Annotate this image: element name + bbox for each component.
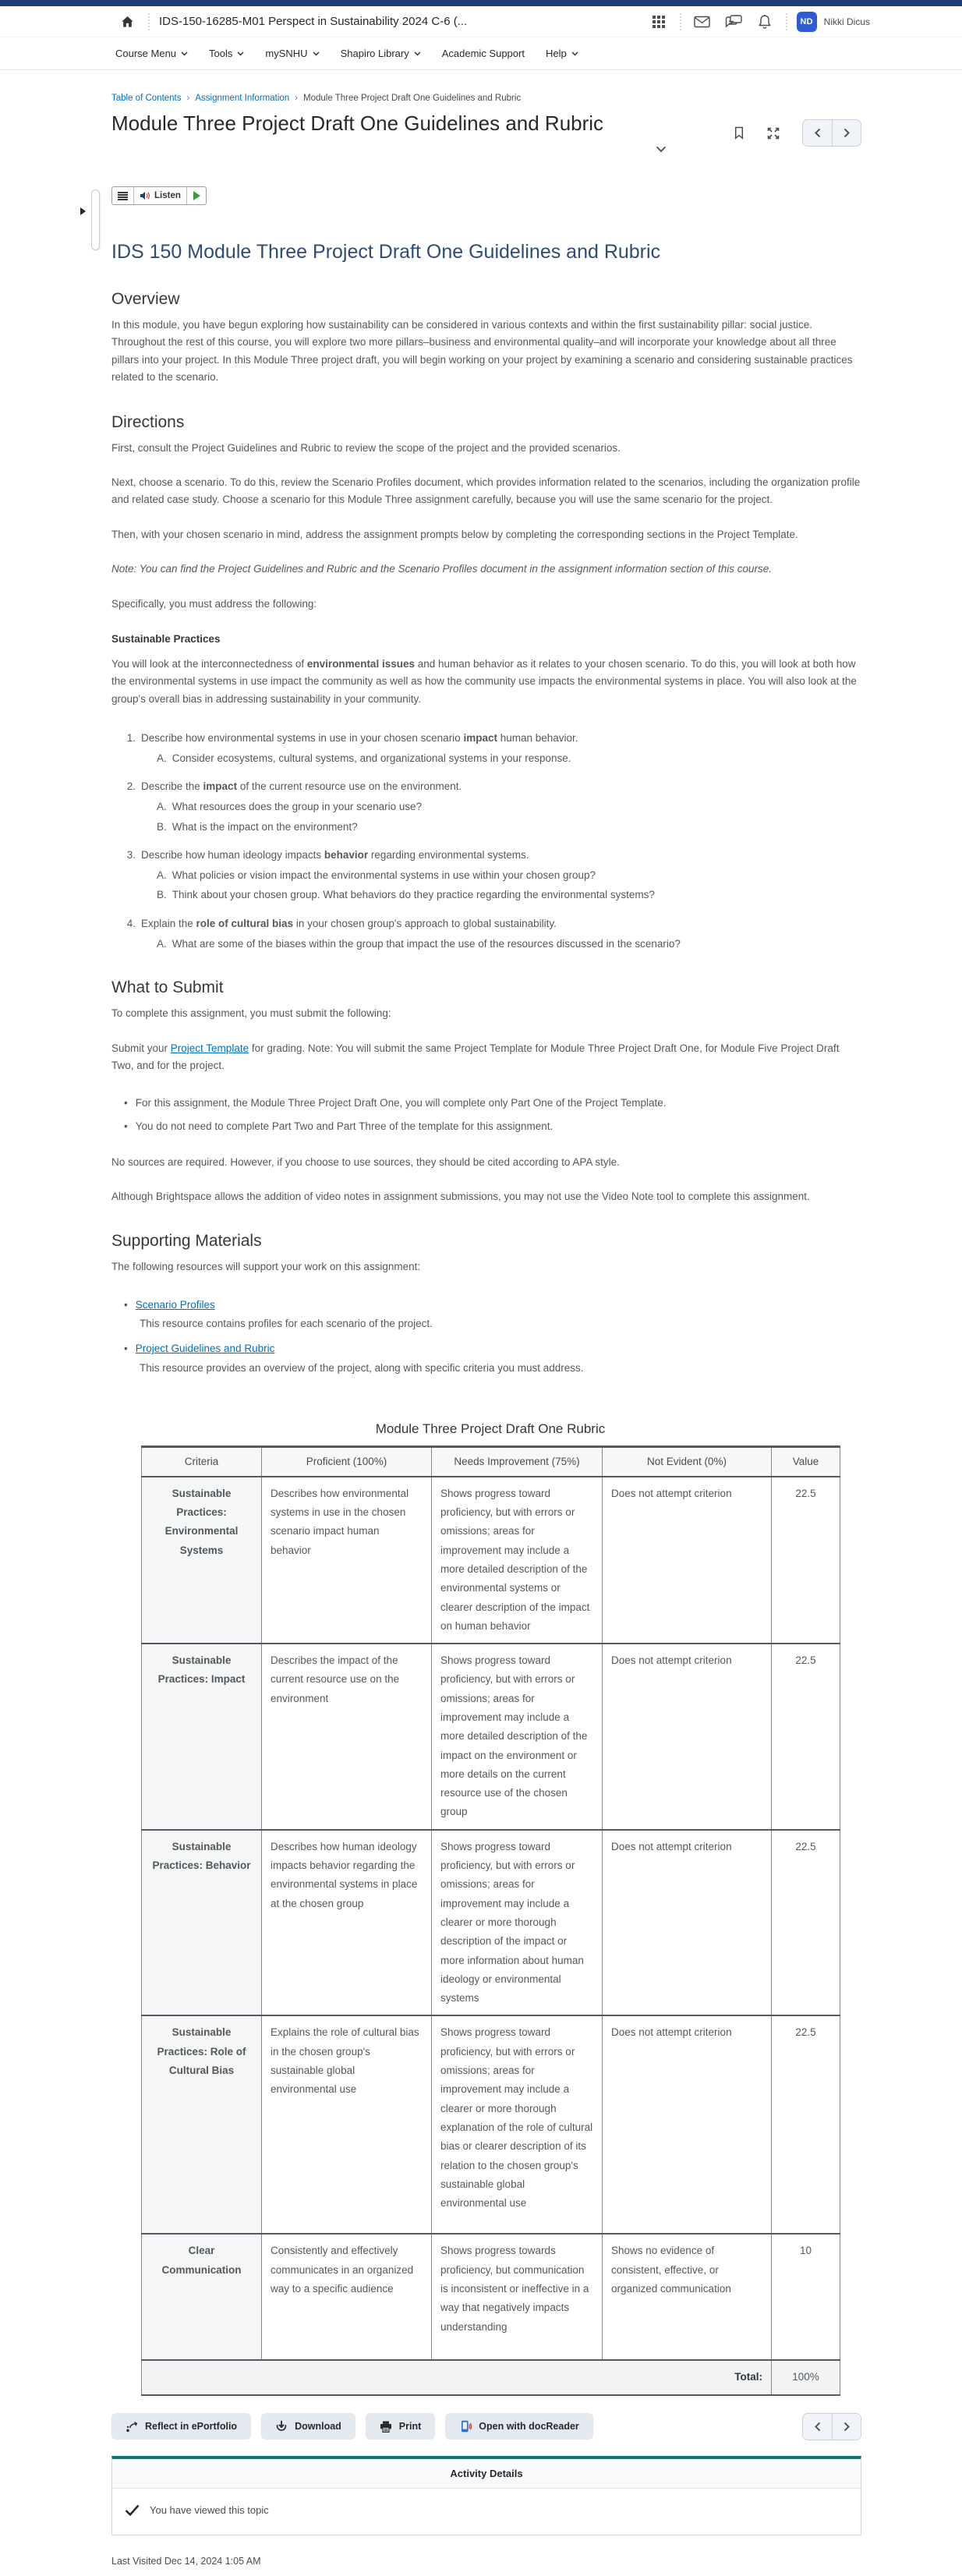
rubric-caption: Module Three Project Draft One Rubric <box>375 1421 606 1437</box>
title-row <box>111 110 861 157</box>
chevron-down-icon <box>414 51 421 56</box>
breadcrumb-current: Module Three Project Draft One Guidelines and Rubric <box>303 94 522 103</box>
resource-item <box>124 1340 861 1376</box>
nav-label: Shapiro Library <box>340 48 409 59</box>
sustainable-practices-intro: You will look at the interconnectedness of environmental issues and human behavior as it relates to your chosen scenario. To do this, you will look at both how the environmental systems in use impact the community as well as how the community use impacts the environmental systems in place. You will also look at the group's overall bias in addressing sustainability in your community. <box>111 658 857 705</box>
bullet-glyph: • <box>124 1343 128 1355</box>
rubric-criteria-cell: Clear Communication <box>142 2234 262 2360</box>
overview-heading: Overview <box>111 290 180 308</box>
user-name[interactable]: Nikki Dicus <box>823 16 870 27</box>
course-navbar <box>0 37 962 70</box>
rubric-header-criteria: Criteria <box>142 1447 262 1477</box>
submit-paragraph: No sources are required. However, if you choose to use sources, they should be cited according to APA style. <box>111 1155 620 1168</box>
bullet-item <box>124 1118 861 1135</box>
rubric-needs-cell: Shows progress toward proficiency, but with errors or omissions; areas for improvement may include a more detailed description of the environmental systems or clearer description of the impact on human behavior <box>432 1477 603 1644</box>
nav-course-menu[interactable] <box>115 48 188 59</box>
resource-item <box>124 1297 861 1332</box>
submit-paragraph: Although Brightspace allows the addition of video notes in assignment submissions, you may not use the Video Note tool to complete this assignment. <box>111 1191 810 1203</box>
brand-stripe <box>0 0 962 6</box>
resource-description: This resource contains profiles for each scenario of the project. <box>140 1318 433 1330</box>
rubric-not-evident-cell: Does not attempt criterion <box>603 1830 772 2016</box>
item-text: Describe how human ideology impacts behavior regarding environmental systems. <box>141 849 529 862</box>
title-dropdown-icon[interactable] <box>656 143 667 157</box>
button-label: Reflect in ePortfolio <box>145 2421 238 2433</box>
list-item <box>122 778 861 835</box>
list-item <box>122 915 861 952</box>
breadcrumb-table-of-contents[interactable]: Table of Contents <box>111 94 182 103</box>
nav-label: Help <box>545 48 567 59</box>
breadcrumb-separator: › <box>186 94 190 103</box>
project-guidelines-link[interactable]: Project Guidelines and Rubric <box>135 1343 275 1355</box>
next-topic-button[interactable] <box>832 2414 861 2440</box>
bullet-text: You do not need to complete Part Two and Part Three of the template for this assignment. <box>135 1120 554 1133</box>
sub-text: What policies or vision impact the environmental systems in use within your chosen group? <box>172 869 596 881</box>
item-text: Describe the impact of the current resource use on the environment. <box>141 780 462 793</box>
avatar[interactable]: ND <box>797 12 817 32</box>
table-row <box>142 2234 840 2360</box>
nav-shapiro-library[interactable] <box>341 48 421 59</box>
listen-menu-button[interactable] <box>112 187 133 204</box>
submit-paragraph: Submit your Project Template for grading. Note: You will submit the same Project Template for Module Three Project Draft One, for Module Five Project Draft Two, and for the project. <box>111 1042 840 1072</box>
sub-letter: B. <box>157 820 167 833</box>
bullet-glyph: • <box>124 1097 128 1109</box>
breadcrumb <box>111 94 861 103</box>
rubric-criteria-cell: Sustainable Practices: Impact <box>142 1644 262 1830</box>
rubric-value-cell: 22.5 <box>772 2015 840 2234</box>
bullet-text: For this assignment, the Module Three Project Draft One, you will complete only Part One of the Project Template. <box>135 1097 667 1109</box>
course-title[interactable]: IDS-150-16285-M01 Perspect in Sustainability 2024 C-6 (... <box>159 15 468 28</box>
fullscreen-icon[interactable] <box>762 122 785 145</box>
bullet-glyph: • <box>124 1298 128 1311</box>
item-number: 1. <box>126 732 136 745</box>
resource-description: This resource provides an overview of the project, along with specific criteria you must address. <box>140 1361 584 1374</box>
chevron-down-icon <box>313 51 320 56</box>
nav-label: mySNHU <box>265 48 308 59</box>
rubric-criteria-cell: Sustainable Practices: Behavior <box>142 1830 262 2016</box>
directions-heading: Directions <box>111 412 185 431</box>
button-label: Open with docReader <box>479 2421 579 2433</box>
directions-paragraph: Then, with your chosen scenario in mind, address the assignment prompts below by completing the corresponding sections in the Project Template. <box>111 528 798 540</box>
table-row <box>142 2015 840 2234</box>
play-icon <box>193 191 200 200</box>
rubric-needs-cell: Shows progress towards proficiency, but communication is inconsistent or ineffective in a way that negatively impacts understanding <box>432 2234 603 2360</box>
directions-paragraph: Next, choose a scenario. To do this, review the Scenario Profiles document, which provides information related to the scenarios, including the organization profile and related case study. Choose a scenario for this Module Three assignment carefully, because you will use the same scenario for the project. <box>111 476 861 506</box>
rubric-total-value: 100% <box>772 2360 840 2394</box>
listen-button[interactable] <box>133 187 186 204</box>
activity-details-body <box>112 2489 861 2535</box>
page-title: Module Three Project Draft One Guidelines and Rubric <box>111 111 604 135</box>
bullet-item <box>124 1095 861 1112</box>
button-label: Print <box>398 2421 422 2433</box>
sub-letter: A. <box>157 937 167 950</box>
next-topic-button[interactable] <box>832 120 861 146</box>
item-text: Explain the role of cultural bias in your chosen group's approach to global sustainability. <box>141 918 557 930</box>
activity-details-heading: Activity Details <box>112 2459 861 2489</box>
mail-icon[interactable] <box>691 10 714 34</box>
reflect-eportfolio-button[interactable] <box>111 2413 251 2440</box>
title-actions <box>727 119 861 147</box>
rubric-criteria-cell: Sustainable Practices: Role of Cultural Bias <box>142 2015 262 2234</box>
button-label: Download <box>295 2421 341 2433</box>
table-row <box>142 1477 840 1644</box>
overview-paragraph: In this module, you have begun exploring how sustainability can be considered in various contexts and within the first sustainability pillar: social justice. Throughout the rest of this course, you will explore two more pillars–business and environmental quality–and will incorporate your knowledge about all three pillars into your project. In this Module Three project draft, you will begin working on your project by examining a scenario and considering sustainable practices related to the scenario. <box>111 319 853 384</box>
list-item <box>122 847 861 904</box>
chat-icon[interactable] <box>722 10 745 34</box>
rubric-header-needs-improvement: Needs Improvement (75%) <box>432 1447 603 1477</box>
directions-paragraph: Specifically, you must address the following: <box>111 597 317 610</box>
topic-document <box>111 241 861 2396</box>
listen-label: Listen <box>154 191 181 200</box>
rubric-not-evident-cell: Does not attempt criterion <box>603 2015 772 2234</box>
directions-note: Note: You can find the Project Guidelines and Rubric and the Scenario Profiles document in the assignment information section of this course. <box>111 563 772 575</box>
content <box>111 94 861 2567</box>
sustainable-practices-heading: Sustainable Practices <box>111 633 221 646</box>
prompt-list <box>111 730 861 952</box>
rubric-total-label: Total: <box>142 2360 772 2394</box>
rubric-header-value: Value <box>772 1447 840 1477</box>
nav-label: Academic Support <box>441 48 525 59</box>
supporting-materials-heading: Supporting Materials <box>111 1232 262 1251</box>
previous-topic-button[interactable] <box>803 120 832 146</box>
nav-academic-support[interactable] <box>442 48 525 59</box>
rubric-proficient-cell: Explains the role of cultural bias in the chosen group's sustainable global environmental use <box>262 2015 432 2234</box>
sub-letter: B. <box>157 889 167 901</box>
bookmark-icon[interactable] <box>727 122 751 145</box>
download-icon <box>275 2420 288 2433</box>
rubric-total-row <box>142 2360 840 2394</box>
hamburger-icon <box>118 192 128 200</box>
item-number: 2. <box>126 780 136 793</box>
rubric-header-not-evident: Not Evident (0%) <box>603 1447 772 1477</box>
rubric-proficient-cell: Describes the impact of the current resource use on the environment <box>262 1644 432 1830</box>
sub-text: What is the impact on the environment? <box>172 820 358 833</box>
chevron-down-icon <box>181 51 188 56</box>
submit-paragraph: To complete this assignment, you must submit the following: <box>111 1007 391 1020</box>
sub-text: Think about your chosen group. What behaviors do they practice regarding the environmental systems? <box>172 889 655 901</box>
minibar <box>0 6 962 37</box>
document-title: IDS 150 Module Three Project Draft One Guidelines and Rubric <box>111 241 661 263</box>
rubric-not-evident-cell: Shows no evidence of consistent, effective, or organized communication <box>603 2234 772 2360</box>
sidebar-handle[interactable] <box>91 189 100 250</box>
item-number: 3. <box>126 849 136 862</box>
supporting-list <box>111 1297 861 1376</box>
nav-help[interactable] <box>546 48 578 59</box>
breadcrumb-assignment-information[interactable]: Assignment Information <box>195 94 290 103</box>
sub-text: What are some of the biases within the group that impact the use of the resources discussed in the scenario? <box>172 937 681 950</box>
nav-mysnhu[interactable] <box>265 48 319 59</box>
sub-text: What resources does the group in your scenario use? <box>172 801 423 813</box>
open-docreader-button[interactable] <box>445 2413 593 2440</box>
divider <box>786 13 787 30</box>
activity-details-panel <box>111 2456 861 2535</box>
topic-pager <box>802 119 861 147</box>
waffle-icon[interactable] <box>647 10 670 34</box>
list-item <box>122 730 861 766</box>
scenario-profiles-link[interactable]: Scenario Profiles <box>135 1298 215 1311</box>
nav-label: Course Menu <box>115 48 177 59</box>
previous-topic-button[interactable] <box>803 2414 832 2440</box>
what-to-submit-heading: What to Submit <box>111 978 224 997</box>
rubric-value-cell: 10 <box>772 2234 840 2360</box>
chevron-down-icon <box>237 51 244 56</box>
listen-play-button[interactable] <box>186 187 206 204</box>
bullet-glyph: • <box>124 1120 128 1133</box>
eportfolio-icon <box>126 2421 138 2433</box>
sidebar-expand-arrow-icon[interactable] <box>80 207 86 215</box>
rubric-not-evident-cell: Does not attempt criterion <box>603 1644 772 1830</box>
last-visited-text: Last Visited Dec 14, 2024 1:05 AM <box>111 2555 261 2567</box>
checkmark-icon <box>125 2504 140 2516</box>
rubric-criteria-cell: Sustainable Practices: Environmental Systems <box>142 1477 262 1644</box>
item-text: Describe how environmental systems in use in your chosen scenario impact human behavior. <box>141 732 578 745</box>
sub-letter: A. <box>157 752 167 764</box>
rubric-proficient-cell: Describes how human ideology impacts behavior regarding the environmental systems in place at the chosen group <box>262 1830 432 2016</box>
rubric-value-cell: 22.5 <box>772 1477 840 1644</box>
table-row <box>142 1644 840 1830</box>
item-number: 4. <box>126 918 136 930</box>
viewed-status-text: You have viewed this topic <box>150 2503 269 2516</box>
rubric-needs-cell: Shows progress toward proficiency, but with errors or omissions; areas for improvement may include a clearer or more thorough description of the impact or more information about human ideology or environmental systems <box>432 1830 603 2016</box>
supporting-paragraph: The following resources will support your work on this assignment: <box>111 1261 421 1273</box>
sub-letter: A. <box>157 801 167 813</box>
home-icon[interactable] <box>115 10 139 34</box>
chevron-down-icon <box>571 51 578 56</box>
divider <box>148 13 150 30</box>
sub-text: Consider ecosystems, cultural systems, and organizational systems in your response. <box>172 752 571 764</box>
topic-actions <box>111 2413 861 2440</box>
rubric-not-evident-cell: Does not attempt criterion <box>603 1477 772 1644</box>
submit-bullets <box>111 1095 861 1134</box>
rubric-needs-cell: Shows progress toward proficiency, but with errors or omissions; areas for improvement may include a more detailed description of the impact on the environment or more details on the current resource use of the chosen group <box>432 1644 603 1830</box>
rubric-proficient-cell: Consistently and effectively communicates in an organized way to a specific audience <box>262 2234 432 2360</box>
rubric-value-cell: 22.5 <box>772 1644 840 1830</box>
nav-label: Tools <box>209 48 233 59</box>
inline-link[interactable]: Project Template <box>170 1042 249 1054</box>
rubric-table <box>141 1445 840 2396</box>
bell-icon[interactable] <box>753 10 776 34</box>
directions-paragraph: First, consult the Project Guidelines and Rubric to review the scope of the project and the provided scenarios. <box>111 441 621 454</box>
table-row <box>142 1830 840 2016</box>
rubric-header-row <box>142 1447 840 1477</box>
rubric-needs-cell: Shows progress toward proficiency, but with errors or omissions; areas for improvement may include a clearer or more thorough explanation of the role of cultural bias or clearer description of its relation to the chosen group's sustainable global environmental use <box>432 2015 603 2234</box>
download-button[interactable] <box>261 2413 355 2440</box>
sub-letter: A. <box>157 869 167 881</box>
docreader-icon <box>459 2420 472 2433</box>
nav-tools[interactable] <box>209 48 244 59</box>
rubric-header-proficient: Proficient (100%) <box>262 1447 432 1477</box>
topic-pager-bottom <box>802 2413 861 2440</box>
divider <box>680 13 681 30</box>
rubric-value-cell: 22.5 <box>772 1830 840 2016</box>
speaker-icon <box>140 191 150 200</box>
rubric-proficient-cell: Describes how environmental systems in use in the chosen scenario impact human behavior <box>262 1477 432 1644</box>
readspeaker-widget <box>111 186 207 205</box>
print-button[interactable] <box>366 2413 435 2440</box>
printer-icon <box>380 2421 392 2433</box>
breadcrumb-separator: › <box>295 94 299 103</box>
